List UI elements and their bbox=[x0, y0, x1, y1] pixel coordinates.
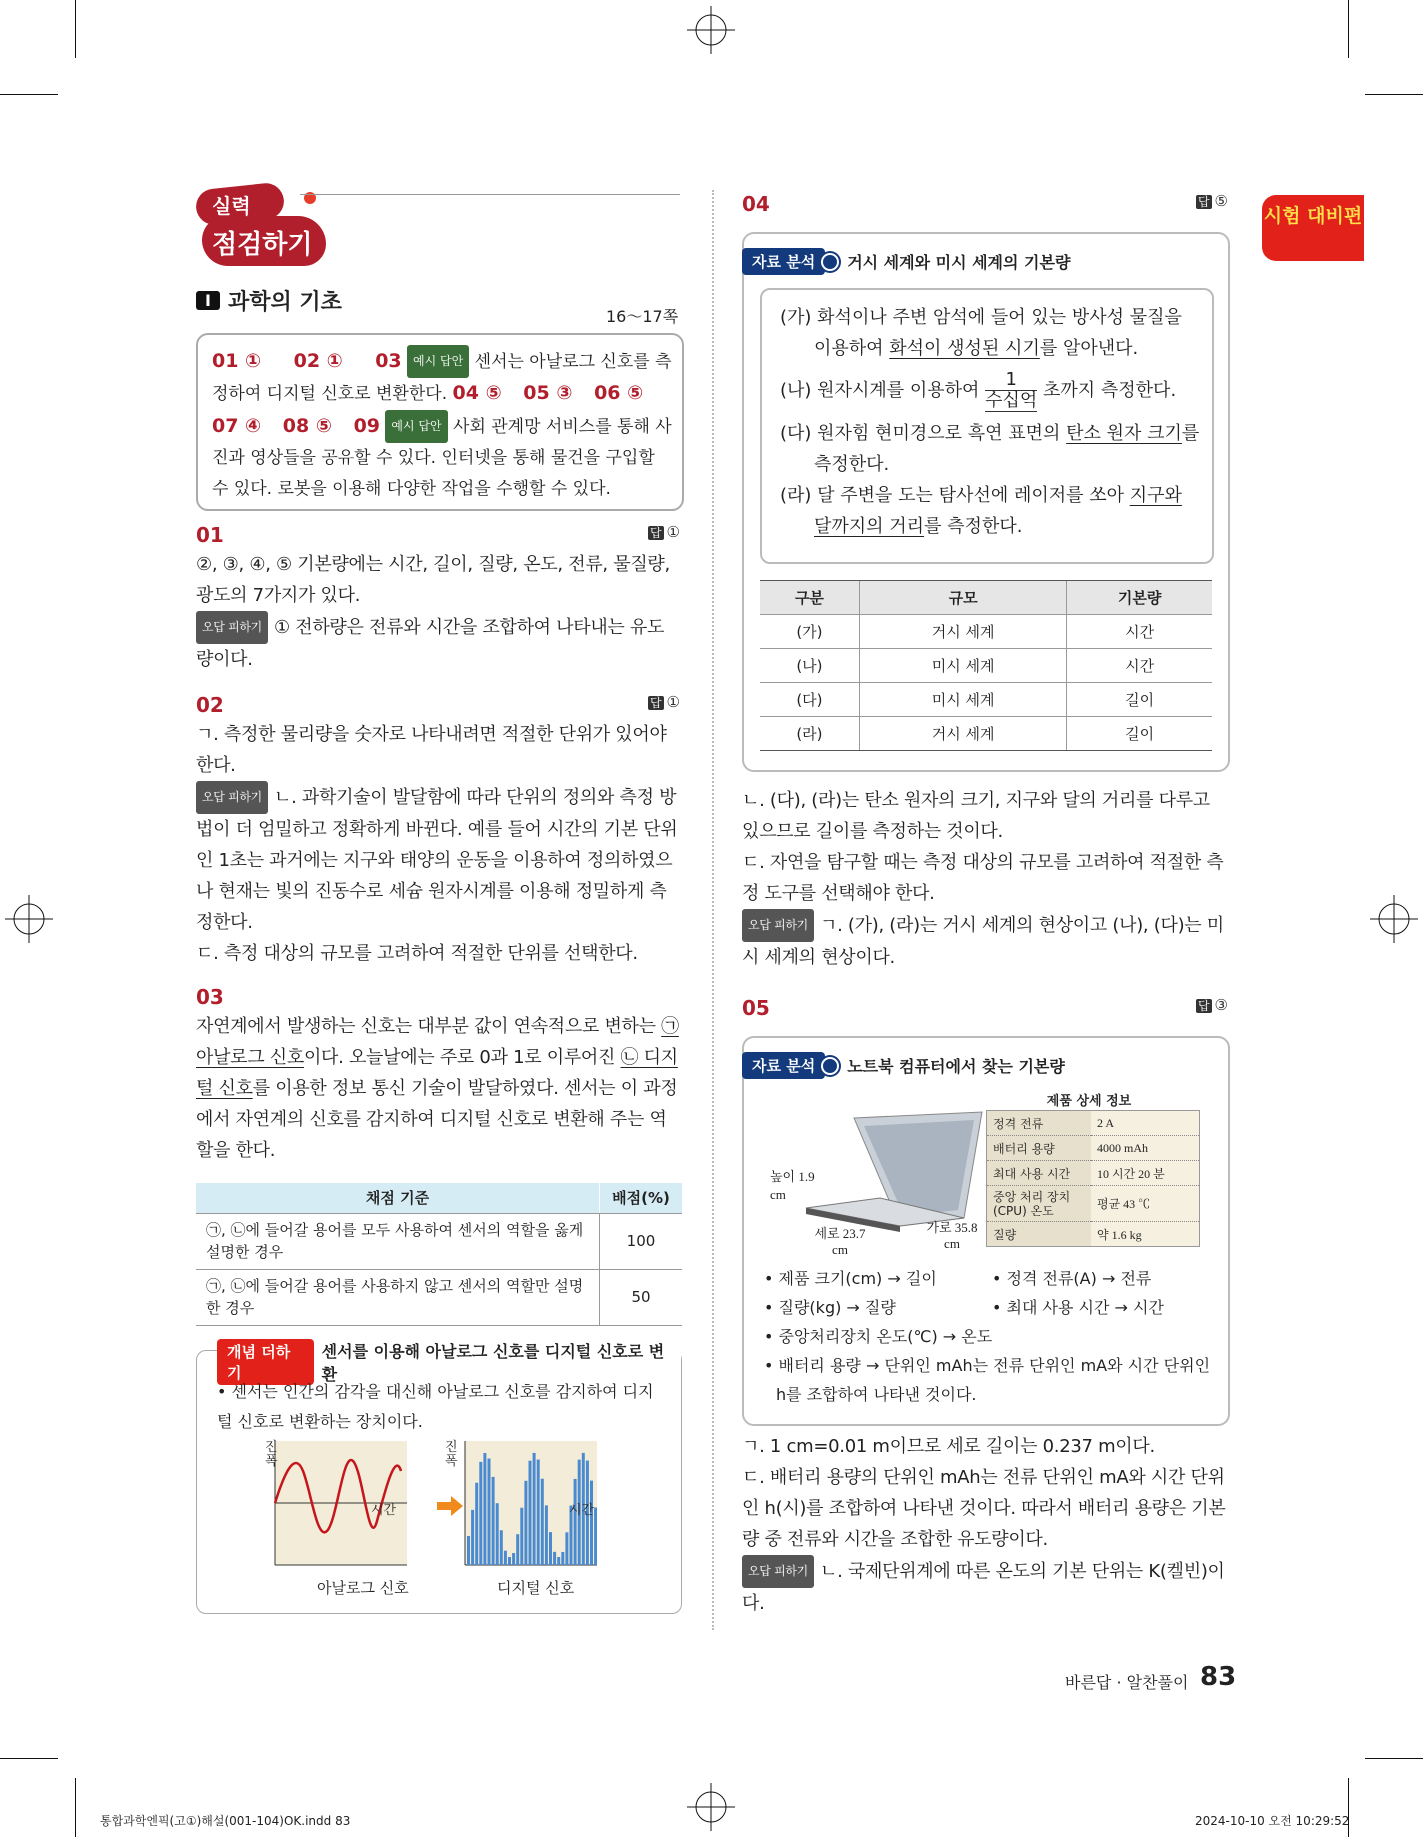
registration-mark-icon bbox=[1370, 895, 1418, 943]
concept-title: 센서를 이용해 아날로그 신호를 디지털 신호로 변환 bbox=[321, 1342, 665, 1384]
scoring-table: 채점 기준 배점(%) ㉠, ㉡에 들어갈 용어를 모두 사용하여 센서의 역할을 옳게 설명한 경우 100 ㉠, ㉡에 들어갈 용어를 사용하지 않고 센서의 역할만 설명한 경우 50 bbox=[196, 1183, 682, 1326]
q05-exp2: ㄷ. 배터리 용량의 단위인 mAh는 전류 단위인 mA와 시간 단위인 h(시)를 조합하여 나타낸 것이다. 따라서 배터리 용량은 기본량 중 전류와 시간을 조합한 유도량이다. bbox=[742, 1467, 1226, 1550]
dim-height: 높이 1.9 cm bbox=[770, 1169, 815, 1202]
q04-answer: ⑤ bbox=[1214, 192, 1228, 210]
digital-bar bbox=[508, 1557, 511, 1565]
q05-data-title: 노트북 컴퓨터에서 찾는 기본량 bbox=[847, 1057, 1065, 1076]
fraction: 1 수십억 bbox=[985, 369, 1038, 411]
q03-number: 03 bbox=[196, 985, 224, 1009]
digital-bar bbox=[549, 1532, 552, 1565]
concept-tag: 개념 더하기 bbox=[217, 1339, 314, 1385]
q04-items-box: (가) 화석이나 주변 암석에 들어 있는 방사성 물질을 이용하여 화석이 생성된 시기를 알아낸다. (나) 원자시계를 이용하여 1 수십억 초까지 측정한다. (다) 원자힘 현미경으로 흑연 표면의 탄소 원자 크기를 측정한다. (라) 달 주변을 도는 탐사선에 레이저를 쏘아 지구와 달까지의 거리를 측정한다. bbox=[760, 288, 1214, 564]
section-num: I bbox=[196, 291, 220, 310]
q02-wrong: ㄴ. 과학기술이 발달함에 따라 단위의 정의와 측정 방법이 더 엄밀하고 정확하게 바뀐다. 예를 들어 시간의 기본 단위인 1초는 과거에는 지구와 태양의 운동을 이용하여 정의하였으나 현재는 빛의 진동수로 세슘 원자시계를 이용해 정밀하게 측정한다. bbox=[196, 787, 678, 933]
q04-number: 04 bbox=[742, 192, 770, 216]
footer-file: 통합과학엔픽(고①)해설(001-104)OK.indd 83 bbox=[100, 1814, 351, 1828]
digital-bar bbox=[529, 1461, 532, 1565]
footer-date: 2024-10-10 오전 10:29:52 bbox=[1195, 1814, 1350, 1828]
spec-title: 제품 상세 정보 bbox=[1046, 1094, 1132, 1109]
digital-bar bbox=[483, 1453, 486, 1565]
q05-number: 05 bbox=[742, 996, 770, 1020]
wrong-tag: 오답 피하기 bbox=[742, 909, 814, 942]
page-number: 83 bbox=[1200, 1662, 1237, 1692]
answer-mark: 답 bbox=[1197, 999, 1210, 1013]
registration-mark-icon bbox=[687, 6, 735, 54]
spec-table: 정격 전류 2 A 배터리 용량 4000 mAh 최대 사용 시간 10 시간 20 분 중앙 처리 장치 (CPU) 온도 평균 43 ℃ 질량 약 1.6 kg bbox=[986, 1110, 1200, 1247]
digital-bar bbox=[512, 1553, 515, 1565]
section-pages: 16～17쪽 bbox=[606, 307, 679, 326]
digital-axis-x: 시간 bbox=[569, 1503, 595, 1518]
digital-bar bbox=[504, 1551, 507, 1565]
analog-axis-y: 진폭 bbox=[265, 1440, 278, 1469]
dim-depth: 세로 23.7 cm bbox=[814, 1226, 866, 1257]
digital-bar bbox=[590, 1481, 593, 1565]
q02-body: ㄱ. 측정한 물리량을 숫자로 나타내려면 적절한 단위가 있어야 한다. bbox=[196, 724, 667, 776]
q04-wrong: ㄱ. (가), (라)는 거시 세계의 현상이고 (나), (다)는 미시 세계의 현상이다. bbox=[742, 915, 1224, 968]
section-title: 과학의 기초 bbox=[227, 290, 342, 315]
data-tag: 자료 분석 bbox=[742, 248, 825, 275]
q01-number: 01 bbox=[196, 523, 224, 547]
digital-bar bbox=[467, 1536, 470, 1565]
column-divider bbox=[712, 190, 714, 1630]
q02-answer: ① bbox=[666, 693, 680, 711]
q01-wrong: ① 전하량은 전류와 시간을 조합하여 나타내는 유도량이다. bbox=[196, 617, 665, 670]
logo bbox=[196, 186, 326, 268]
answer-mark: 답 bbox=[649, 696, 662, 710]
answer-mark: 답 bbox=[1197, 195, 1210, 209]
digital-bar bbox=[524, 1481, 527, 1565]
header-rule bbox=[300, 194, 680, 195]
digital-bar bbox=[520, 1508, 523, 1565]
concept-text: • 센서는 인간의 감각을 대신해 아날로그 신호를 감지하여 디지털 신호로 변환하는 장치이다. bbox=[217, 1382, 654, 1431]
q05-exp1: ㄱ. 1 cm=0.01 m이므로 세로 길이는 0.237 m이다. bbox=[742, 1436, 1155, 1457]
q04-table: 구분 규모 기본량 (가) 거시 세계 시간 (나) 미시 세계 시간 (다) 미시 세계 길이 (라) 거시 세계 길이 bbox=[760, 580, 1212, 751]
section-heading bbox=[196, 285, 342, 316]
answer-summary-box: 01 ① 02 ① 03 예시 답안 센서는 아날로그 신호를 측정하여 디지털 신호로 변환한다. 04 ⑤ 05 ③ 06 ⑤ 07 ④ 08 ⑤ 09 예시 답안 사회 관계망 서비스를 통해 사진과 영상들을 공유할 수 있다. 인터넷을 통해 물건을 구입할 수 있다. 로봇을 이용해 다양한 작업을 수행할 수 있다. bbox=[196, 333, 684, 511]
digital-term: ㉡ 디지털 신호 bbox=[196, 1047, 678, 1099]
registration-mark-icon bbox=[5, 895, 53, 943]
digital-bar bbox=[488, 1459, 491, 1565]
digital-bar bbox=[496, 1503, 499, 1565]
digital-bar bbox=[557, 1557, 560, 1565]
wrong-tag: 오답 피하기 bbox=[196, 611, 268, 644]
q05-wrong: ㄴ. 국제단위계에 따른 온도의 기본 단위는 K(켈빈)이다. bbox=[742, 1561, 1225, 1614]
q02-body2: ㄷ. 측정 대상의 규모를 고려하여 적절한 단위를 선택한다. bbox=[196, 943, 638, 964]
digital-bar bbox=[533, 1453, 536, 1565]
digital-bar bbox=[516, 1534, 519, 1565]
q04-data-box bbox=[742, 232, 1230, 772]
data-tag: 자료 분석 bbox=[742, 1052, 825, 1079]
digital-bar bbox=[475, 1483, 478, 1565]
q05-answer: ③ bbox=[1214, 996, 1228, 1014]
digital-label: 디지털 신호 bbox=[497, 1579, 575, 1597]
registration-mark-icon bbox=[687, 1783, 735, 1831]
digital-bar bbox=[553, 1552, 556, 1565]
q05-data-box: 자료 분석 노트북 컴퓨터에서 찾는 기본량 높이 1.9 cm 세로 23.7 cm 가로 35.8 cm 제품 상세 정보 정격 전류 2 A 배터리 용량 4000 mAh 최대 사용 시간 10 시간 20 분 중앙 처리 장치 (CPU) 온도 평균 43 ℃ 질량 약 1.6 kg • 제품 크기(cm) → 길이 • 정격 전류(A) → 전류 • 질량(kg) → 질량 • 최대 사용 시간 → 시간 • 중앙처리장치 온도(℃) → 온도 • 배터리 용량 → 단위인 mAh는 전류 단위인 mA와 시간 단위인 h를 조합하여 나타낸 것이다. bbox=[742, 1036, 1230, 1426]
q04-exp1: ㄴ. (다), (라)는 탄소 원자의 크기, 지구와 달의 거리를 다루고 있으므로 길이를 측정하는 것이다. bbox=[742, 790, 1210, 842]
q01-body: ②, ③, ④, ⑤ 기본량에는 시간, 길이, 질량, 온도, 전류, 물질량, 광도의 7가지가 있다. bbox=[196, 554, 670, 606]
side-tab[interactable]: 시험 대비편 bbox=[1262, 195, 1364, 261]
digital-bar bbox=[492, 1477, 495, 1565]
digital-axis-y: 진폭 bbox=[445, 1440, 458, 1469]
analog-label: 아날로그 신호 bbox=[317, 1579, 409, 1597]
logo-bottom: 점검하기 bbox=[212, 230, 313, 260]
analog-axis-x: 시간 bbox=[371, 1503, 397, 1518]
wrong-tag: 오답 피하기 bbox=[196, 781, 268, 814]
footer-book: 바른답 · 알찬풀이 bbox=[1065, 1673, 1189, 1692]
answer-mark: 답 bbox=[649, 526, 662, 540]
q02-number: 02 bbox=[196, 693, 224, 717]
dim-width: 가로 35.8 cm bbox=[926, 1220, 978, 1251]
q01-answer: ① bbox=[666, 523, 680, 541]
digital-bar bbox=[565, 1532, 568, 1565]
digital-bar bbox=[545, 1505, 548, 1565]
logo-top: 실력 bbox=[212, 194, 251, 218]
q04-data-title: 거시 세계와 미시 세계의 기본량 bbox=[847, 253, 1071, 272]
analog-term: ㉠ 아날로그 신호 bbox=[196, 1016, 679, 1068]
digital-bar bbox=[537, 1460, 540, 1565]
digital-bar bbox=[561, 1552, 564, 1565]
q04-exp2: ㄷ. 자연을 탐구할 때는 측정 대상의 규모를 고려하여 적절한 측정 도구를 선택해야 한다. bbox=[742, 852, 1224, 904]
digital-bar bbox=[574, 1479, 577, 1565]
digital-bar bbox=[479, 1462, 482, 1565]
battery-bullet: • 배터리 용량 → 단위인 mAh는 전류 단위인 mA와 시간 단위인 h를 조합하여 나타낸 것이다. bbox=[764, 1356, 1211, 1404]
wrong-tag: 오답 피하기 bbox=[742, 1555, 814, 1588]
digital-bar bbox=[500, 1530, 503, 1565]
digital-bar bbox=[471, 1510, 474, 1565]
digital-bar bbox=[541, 1479, 544, 1565]
digital-bar bbox=[594, 1508, 597, 1565]
concept-box bbox=[196, 1342, 682, 1614]
